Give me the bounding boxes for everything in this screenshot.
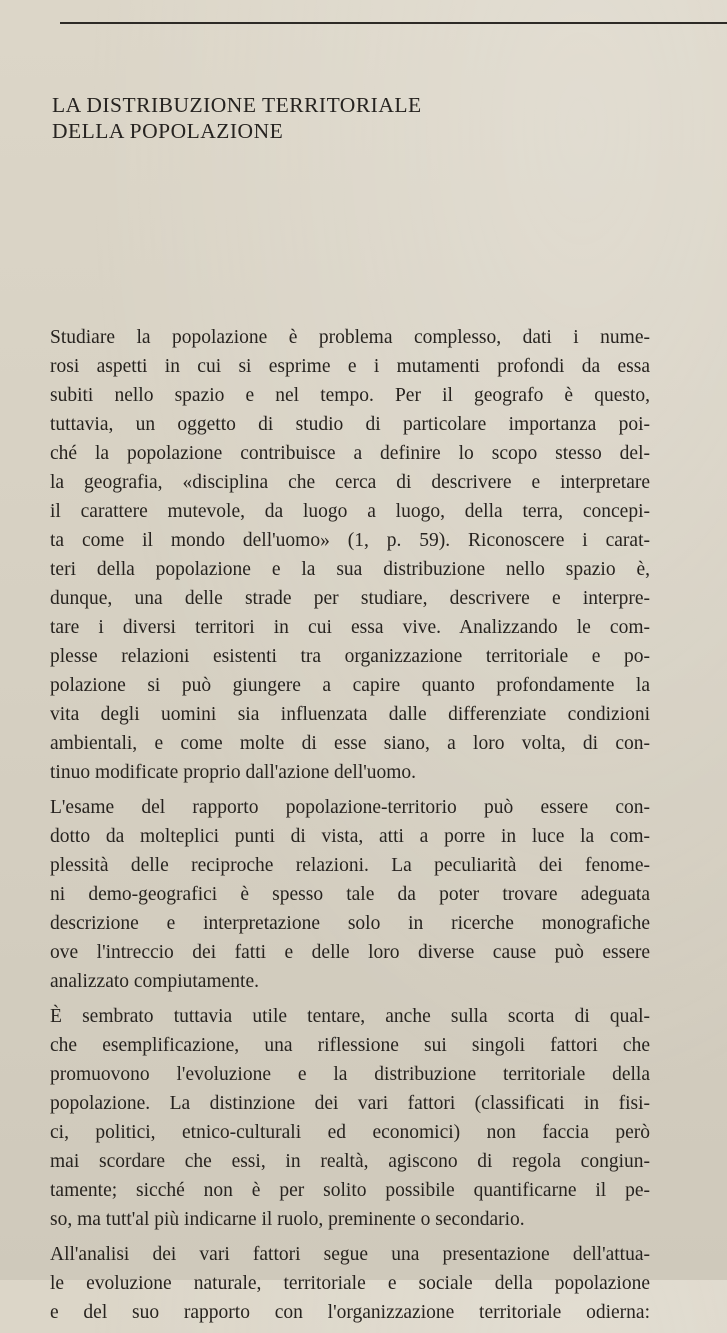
text-line: polazione si può giungere a capire quanto profondamente la <box>50 675 650 696</box>
text-line: ove l'intreccio dei fatti e delle loro diverse cause può essere <box>50 942 650 963</box>
text-line: dunque, una delle strade per studiare, descrivere e interpre- <box>50 588 650 609</box>
text-line: so, ma tutt'al più indicarne il ruolo, preminente o secondario. <box>50 1209 525 1230</box>
text-line: All'analisi dei vari fattori segue una presentazione dell'attua- <box>50 1244 650 1265</box>
text-line: le evoluzione naturale, territoriale e sociale della popolazione <box>50 1273 650 1294</box>
text-line: ta come il mondo dell'uomo» (1, p. 59). Riconoscere i carat- <box>50 530 650 551</box>
text-line: È sembrato tuttavia utile tentare, anche sulla scorta di qual- <box>50 1006 650 1027</box>
text-line: mai scordare che essi, in realtà, agiscono di regola congiun- <box>50 1151 650 1172</box>
text-line: plesse relazioni esistenti tra organizzazione territoriale e po- <box>50 646 650 667</box>
chapter-title <box>52 92 612 144</box>
text-line: tuttavia, un oggetto di studio di particolare importanza poi- <box>50 414 650 435</box>
paragraph-1 <box>50 323 650 787</box>
text-line: che esemplificazione, una riflessione sui singoli fattori che <box>50 1035 650 1056</box>
text-line: tinuo modificate proprio dall'azione dell'uomo. <box>50 762 417 783</box>
text-line: Studiare la popolazione è problema complesso, dati i nume- <box>50 327 650 348</box>
text-line: rosi aspetti in cui si esprime e i mutamenti profondi da essa <box>50 356 650 377</box>
text-line: descrizione e interpretazione solo in ricerche monografiche <box>50 913 650 934</box>
body-text <box>50 323 650 1333</box>
text-line: dotto da molteplici punti di vista, atti a porre in luce la com- <box>50 826 650 847</box>
text-line: vita degli uomini sia influenzata dalle differenziate condizioni <box>50 704 650 725</box>
text-line: analizzato compiutamente. <box>50 971 259 992</box>
text-line: plessità delle reciproche relazioni. La peculiarità dei fenome- <box>50 855 650 876</box>
header-rule <box>60 22 727 24</box>
text-line: ni demo-geografici è spesso tale da poter trovare adeguata <box>50 884 650 905</box>
text-line: promuovono l'evoluzione e la distribuzione territoriale della <box>50 1064 650 1085</box>
text-line: ché la popolazione contribuisce a definire lo scopo stesso del- <box>50 443 650 464</box>
text-line: tare i diversi territori in cui essa vive. Analizzando le com- <box>50 617 650 638</box>
text-line: tamente; sicché non è per solito possibile quantificarne il pe- <box>50 1180 650 1201</box>
paragraph-2 <box>50 793 650 996</box>
chapter-title-line-1: LA DISTRIBUZIONE TERRITORIALE <box>52 93 422 117</box>
text-line: L'esame del rapporto popolazione-territorio può essere con- <box>50 797 650 818</box>
text-line: teri della popolazione e la sua distribuzione nello spazio è, <box>50 559 650 580</box>
text-line: popolazione. La distinzione dei vari fattori (classificati in fisi- <box>50 1093 650 1114</box>
text-line: ci, politici, etnico-culturali ed economici) non faccia però <box>50 1122 650 1143</box>
chapter-title-line-2: DELLA POPOLAZIONE <box>52 119 284 143</box>
paragraph-3 <box>50 1002 650 1234</box>
text-line: subiti nello spazio e nel tempo. Per il geografo è questo, <box>50 385 650 406</box>
text-line: la geografia, «disciplina che cerca di descrivere e interpretare <box>50 472 650 493</box>
text-line: il carattere mutevole, da luogo a luogo, della terra, concepi- <box>50 501 650 522</box>
text-line: e del suo rapporto con l'organizzazione territoriale odierna: <box>50 1302 650 1323</box>
text-line: ambientali, e come molte di esse siano, a loro volta, di con- <box>50 733 650 754</box>
paragraph-4 <box>50 1240 650 1327</box>
